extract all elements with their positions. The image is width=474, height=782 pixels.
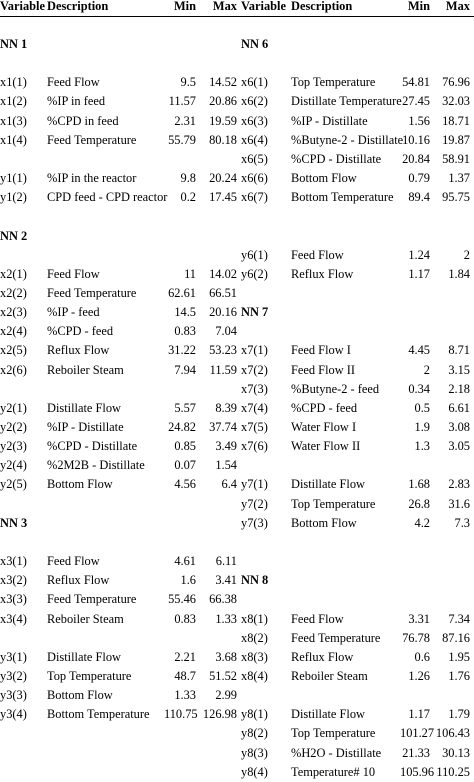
min-cell: 11.57 <box>168 94 196 109</box>
description-cell: Distillate Flow <box>47 649 121 664</box>
variable-cell: y2(4) <box>0 458 27 473</box>
description-cell: Feed Flow <box>47 554 100 569</box>
description-cell: Feed Temperature <box>47 132 137 147</box>
variable-cell: x1(2) <box>0 94 27 109</box>
description-cell: Reflux Flow <box>47 343 110 358</box>
min-cell: 26.8 <box>408 496 430 511</box>
description-cell: %CPD - Distillate <box>291 151 382 166</box>
variable-cell: y6(1) <box>241 247 268 262</box>
variable-cell: y2(5) <box>0 477 27 492</box>
min-cell: 20.84 <box>402 151 430 166</box>
variable-cell: y8(4) <box>241 764 268 779</box>
max-cell: 80.18 <box>209 132 237 147</box>
header-variable-right: Variable <box>241 0 286 13</box>
min-cell: 0.85 <box>174 439 196 454</box>
table-row <box>0 744 474 763</box>
min-cell: 1.24 <box>408 247 430 262</box>
min-cell: 1.3 <box>414 439 430 454</box>
max-cell: 2.83 <box>448 477 470 492</box>
variable-cell: x8(4) <box>241 668 268 683</box>
max-cell: 7.3 <box>454 515 470 530</box>
variable-cell: x6(1) <box>241 75 268 90</box>
max-cell: 3.15 <box>448 362 470 377</box>
min-cell: 24.82 <box>168 420 196 434</box>
section-heading <box>0 303 474 322</box>
variable-cell: y7(3) <box>241 515 268 530</box>
header-divider <box>0 16 474 17</box>
table-row <box>0 629 474 648</box>
description-cell: %IP in feed <box>47 94 106 109</box>
header-max-left: Max <box>212 0 237 13</box>
variable-cell: x3(2) <box>0 573 27 588</box>
description-cell: Top Temperature <box>47 668 132 683</box>
description-cell: Feed Flow <box>291 247 344 262</box>
min-cell: 0.83 <box>174 324 196 339</box>
description-cell: Feed Flow <box>47 75 100 90</box>
description-cell: %Butyne-2 - feed <box>291 381 380 396</box>
header-min-left: Min <box>173 0 196 13</box>
min-cell: 55.46 <box>168 592 196 607</box>
variable-cell: x6(6) <box>241 171 268 186</box>
min-cell: 31.22 <box>168 343 196 358</box>
table-row <box>0 686 474 705</box>
min-cell: 48.7 <box>174 668 196 683</box>
section-label: NN 2 <box>0 228 28 243</box>
variable-cell: x7(2) <box>241 362 268 377</box>
description-cell: Bottom Flow <box>47 688 113 703</box>
min-cell: 27.45 <box>402 94 430 109</box>
max-cell: 7.04 <box>215 324 237 339</box>
min-cell: 11 <box>184 266 196 281</box>
section-label: NN 7 <box>241 305 269 320</box>
description-cell: Feed Flow <box>291 611 344 626</box>
description-cell: CPD feed - CPD reactor <box>47 190 168 205</box>
header-max-right: Max <box>445 0 470 13</box>
min-cell: 1.26 <box>408 668 430 683</box>
min-cell: 4.45 <box>408 343 430 358</box>
header-row <box>0 0 474 16</box>
header-description-left: Description <box>47 0 109 13</box>
variable-cell: y8(3) <box>241 745 268 760</box>
header-variable-left: Variable <box>0 0 45 13</box>
variable-cell: x3(1) <box>0 554 27 569</box>
description-cell: Top Temperature <box>291 726 376 741</box>
variable-cell: y2(1) <box>0 400 27 415</box>
max-cell: 66.51 <box>209 285 237 300</box>
description-cell: %Butyne-2 - Distillate <box>291 132 404 147</box>
max-cell: 87.16 <box>442 630 470 645</box>
table-row <box>0 380 474 399</box>
min-cell: 0.2 <box>180 190 196 205</box>
description-cell: Water Flow I <box>291 420 357 434</box>
min-cell: 0.6 <box>414 649 430 664</box>
description-cell: %CPD in feed <box>47 113 119 128</box>
description-cell: %IP - feed <box>47 305 100 320</box>
description-cell: Distillate Flow <box>291 477 365 492</box>
variable-cell: x6(5) <box>241 151 268 166</box>
max-cell: 1.79 <box>448 707 470 722</box>
max-cell: 126.98 <box>202 707 237 722</box>
max-cell: 106.43 <box>435 726 470 741</box>
section-label: NN 3 <box>0 515 28 530</box>
description-cell: Distillate Flow <box>47 400 121 415</box>
table-row <box>0 437 474 456</box>
min-cell: 0.34 <box>408 381 430 396</box>
min-cell: 10.16 <box>402 132 430 147</box>
min-cell: 2.21 <box>174 649 196 664</box>
max-cell: 37.74 <box>209 420 237 434</box>
min-cell: 4.2 <box>414 515 430 530</box>
min-cell: 0.83 <box>174 611 196 626</box>
table-row <box>0 341 474 360</box>
max-cell: 19.59 <box>209 113 237 128</box>
max-cell: 18.71 <box>442 113 470 128</box>
max-cell: 14.02 <box>209 266 237 281</box>
min-cell: 5.57 <box>174 400 196 415</box>
max-cell: 8.71 <box>448 343 470 358</box>
description-cell: Reflux Flow <box>291 266 354 281</box>
table-row <box>0 724 474 743</box>
max-cell: 32.03 <box>442 94 470 109</box>
max-cell: 76.96 <box>442 75 470 90</box>
min-cell: 9.5 <box>180 75 196 90</box>
min-cell: 55.79 <box>168 132 196 147</box>
variable-cell: x2(5) <box>0 343 27 358</box>
description-cell: Top Temperature <box>291 496 376 511</box>
max-cell: 8.39 <box>215 400 237 415</box>
max-cell: 58.91 <box>442 151 470 166</box>
variable-cell: x8(3) <box>241 649 268 664</box>
variable-cell: y3(2) <box>0 668 27 683</box>
min-cell: 9.8 <box>180 171 196 186</box>
table-row <box>0 610 474 629</box>
variable-cell: x6(7) <box>241 190 268 205</box>
description-cell: Feed Flow <box>47 266 100 281</box>
description-cell: %CPD - feed <box>47 324 114 339</box>
header-min-right: Min <box>407 0 430 13</box>
min-cell: 3.31 <box>408 611 430 626</box>
table-row <box>0 475 474 494</box>
variable-cell: x8(2) <box>241 630 268 645</box>
max-cell: 1.54 <box>215 458 237 473</box>
min-cell: 0.79 <box>408 171 430 186</box>
variable-cell: x7(4) <box>241 400 268 415</box>
section-heading <box>0 227 474 246</box>
table-row <box>0 552 474 571</box>
table-row <box>0 92 474 111</box>
section-label: NN 6 <box>241 37 269 51</box>
description-cell: Feed Temperature <box>47 285 137 300</box>
section-heading <box>0 35 474 54</box>
description-cell: Reflux Flow <box>291 649 354 664</box>
min-cell: 89.4 <box>408 190 430 205</box>
max-cell: 2.99 <box>215 688 237 703</box>
max-cell: 2.18 <box>448 381 470 396</box>
variable-cell: y8(1) <box>241 707 268 722</box>
min-cell: 14.5 <box>174 305 196 320</box>
max-cell: 6.61 <box>448 400 470 415</box>
variable-cell: y6(2) <box>241 266 268 281</box>
description-cell: Bottom Flow <box>47 477 113 492</box>
variable-cell: x1(4) <box>0 132 27 147</box>
section-label: NN 1 <box>0 37 28 51</box>
max-cell: 11.59 <box>209 362 237 377</box>
section-label: NN 8 <box>241 573 269 588</box>
variable-cell: y3(4) <box>0 707 27 722</box>
description-cell: Bottom Temperature <box>291 190 394 205</box>
variable-cell: x7(3) <box>241 381 268 396</box>
max-cell: 3.08 <box>448 420 470 434</box>
max-cell: 20.86 <box>209 94 237 109</box>
variable-cell: x3(3) <box>0 592 27 607</box>
table-row <box>0 648 474 667</box>
description-cell: Feed Temperature <box>47 592 137 607</box>
max-cell: 20.16 <box>209 305 237 320</box>
min-cell: 1.33 <box>174 688 196 703</box>
min-cell: 1.17 <box>408 707 430 722</box>
variable-cell: x6(4) <box>241 132 268 147</box>
table-row <box>0 73 474 92</box>
variable-cell: x3(4) <box>0 611 27 626</box>
max-cell: 3.49 <box>215 439 237 454</box>
min-cell: 101.27 <box>400 726 435 741</box>
description-cell: %H2O - Distillate <box>291 745 382 760</box>
description-cell: Water Flow II <box>291 439 361 454</box>
min-cell: 2.31 <box>174 113 196 128</box>
max-cell: 6.4 <box>221 477 237 492</box>
variable-cell: x2(3) <box>0 305 27 320</box>
table-row <box>0 131 474 150</box>
min-cell: 4.56 <box>174 477 196 492</box>
min-cell: 54.81 <box>402 75 430 90</box>
description-cell: Reboiler Steam <box>47 362 124 377</box>
description-cell: %IP - Distillate <box>47 420 124 434</box>
max-cell: 53.23 <box>209 343 237 358</box>
description-cell: Distillate Temperature <box>291 94 402 109</box>
variable-cell: x6(2) <box>241 94 268 109</box>
table-row <box>0 112 474 131</box>
description-cell: %CPD - Distillate <box>47 439 138 454</box>
description-cell: Temperature# 10 <box>291 764 376 779</box>
max-cell: 30.13 <box>442 745 470 760</box>
max-cell: 95.75 <box>442 190 470 205</box>
min-cell: 0.5 <box>414 400 430 415</box>
description-cell: %IP - Distillate <box>291 113 368 128</box>
table-row <box>0 246 474 265</box>
description-cell: Feed Flow II <box>291 362 356 377</box>
max-cell: 2 <box>463 247 470 262</box>
table-row <box>0 169 474 188</box>
description-cell: Reflux Flow <box>47 573 110 588</box>
table-row <box>0 284 474 303</box>
variable-cell: y3(1) <box>0 649 27 664</box>
table-row <box>0 667 474 686</box>
variable-cell: x2(4) <box>0 324 27 339</box>
variable-cell: x7(1) <box>241 343 268 358</box>
variable-cell: x6(3) <box>241 113 268 128</box>
description-cell: Reboiler Steam <box>47 611 124 626</box>
description-cell: %CPD - feed <box>291 400 358 415</box>
table-row <box>0 399 474 418</box>
variable-cell: x1(3) <box>0 113 27 128</box>
description-cell: Feed Temperature <box>291 630 381 645</box>
min-cell: 1.56 <box>408 113 430 128</box>
min-cell: 1.6 <box>180 573 196 588</box>
table-row <box>0 418 474 437</box>
description-cell: %2M2B - Distillate <box>47 458 145 473</box>
max-cell: 1.84 <box>448 266 470 281</box>
min-cell: 62.61 <box>168 285 196 300</box>
max-cell: 14.52 <box>209 75 237 90</box>
min-cell: 76.78 <box>402 630 430 645</box>
max-cell: 1.95 <box>448 649 470 664</box>
variable-cell: y2(3) <box>0 439 27 454</box>
max-cell: 6.11 <box>215 554 237 569</box>
max-cell: 3.05 <box>448 439 470 454</box>
max-cell: 31.6 <box>448 496 470 511</box>
max-cell: 17.45 <box>209 190 237 205</box>
max-cell: 1.76 <box>448 668 470 683</box>
variable-cell: y1(1) <box>0 171 27 186</box>
max-cell: 110.25 <box>436 764 470 779</box>
table-row <box>0 150 474 169</box>
variable-cell: y1(2) <box>0 190 27 205</box>
description-cell: Reboiler Steam <box>291 668 368 683</box>
max-cell: 51.52 <box>209 668 237 683</box>
variable-cell: x2(1) <box>0 266 27 281</box>
table-row <box>0 495 474 514</box>
table-row <box>0 322 474 341</box>
section-heading <box>0 571 474 590</box>
min-cell: 7.94 <box>174 362 196 377</box>
table-row <box>0 361 474 380</box>
description-cell: Bottom Flow <box>291 515 357 530</box>
variable-cell: x7(5) <box>241 420 268 434</box>
min-cell: 105.96 <box>400 764 435 779</box>
description-cell: Distillate Flow <box>291 707 365 722</box>
table-row <box>0 188 474 207</box>
variable-cell: y7(2) <box>241 496 268 511</box>
table-row <box>0 590 474 609</box>
description-cell: Bottom Temperature <box>47 707 150 722</box>
table-row <box>0 705 474 724</box>
table-row <box>0 763 474 782</box>
min-cell: 4.61 <box>174 554 196 569</box>
max-cell: 3.41 <box>215 573 237 588</box>
max-cell: 3.68 <box>215 649 237 664</box>
variable-cell: x2(2) <box>0 285 27 300</box>
table-row <box>0 514 474 533</box>
description-cell: %IP in the reactor <box>47 171 137 186</box>
max-cell: 7.34 <box>448 611 470 626</box>
variable-cell: y7(1) <box>241 477 268 492</box>
max-cell: 20.24 <box>209 171 237 186</box>
variable-cell: x2(6) <box>0 362 27 377</box>
variable-cell: x7(6) <box>241 439 268 454</box>
min-cell: 2 <box>423 362 430 377</box>
variable-cell: x8(1) <box>241 611 268 626</box>
min-cell: 0.07 <box>174 458 196 473</box>
variable-cell: y3(3) <box>0 688 27 703</box>
description-cell: Feed Flow I <box>291 343 351 358</box>
min-cell: 110.75 <box>164 707 198 722</box>
min-cell: 1.17 <box>408 266 430 281</box>
min-cell: 1.9 <box>414 420 430 434</box>
max-cell: 1.33 <box>215 611 237 626</box>
max-cell: 19.87 <box>442 132 470 147</box>
variable-cell: y8(2) <box>241 726 268 741</box>
max-cell: 66.38 <box>209 592 237 607</box>
variable-cell: x1(1) <box>0 75 27 90</box>
min-cell: 21.33 <box>402 745 430 760</box>
variable-cell: y2(2) <box>0 420 27 434</box>
description-cell: Bottom Flow <box>291 171 357 186</box>
description-cell: Top Temperature <box>291 75 376 90</box>
max-cell: 1.37 <box>448 171 470 186</box>
header-description-right: Description <box>291 0 353 13</box>
table-row <box>0 265 474 284</box>
min-cell: 1.68 <box>408 477 430 492</box>
table-row <box>0 456 474 475</box>
